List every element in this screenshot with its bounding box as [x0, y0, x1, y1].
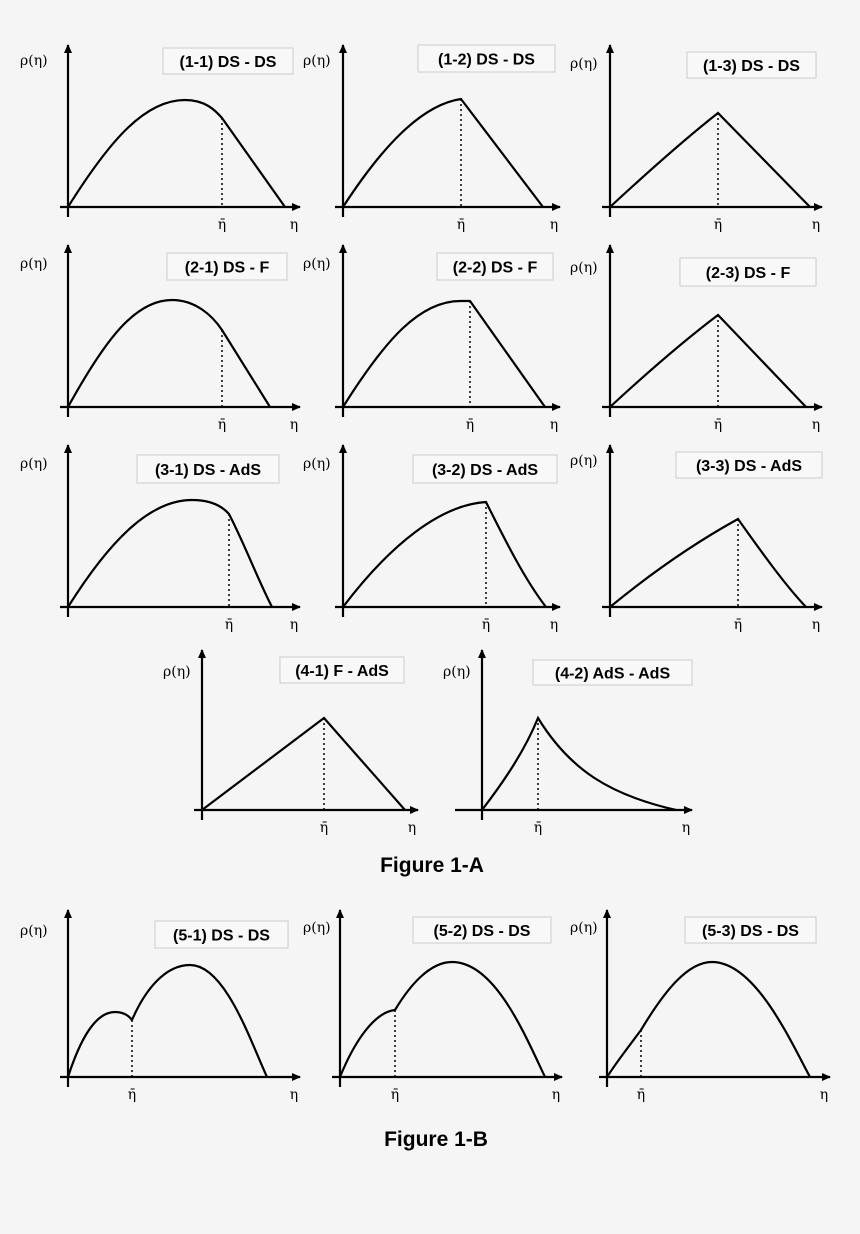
panel-label: (5-3) DS - DS [702, 923, 799, 940]
plot-panel [303, 45, 560, 233]
eta-bar-label: η̄ [713, 217, 723, 233]
density-curve [68, 300, 270, 407]
eta-bar-label: η̄ [533, 820, 543, 836]
density-curve [68, 500, 272, 607]
y-axis-label: ρ(η) [303, 456, 331, 472]
density-curve [610, 113, 810, 207]
x-axis-label: η [289, 617, 299, 633]
y-axis-label: ρ(η) [20, 53, 48, 69]
x-axis-label: η [549, 217, 559, 233]
figure-caption: Figure 1-A [380, 854, 484, 877]
figure-caption: Figure 1-B [384, 1128, 488, 1151]
plot-panel [20, 45, 300, 233]
panel-label: (1-1) DS - DS [179, 54, 277, 71]
plot-panel [303, 445, 560, 633]
panel-label: (3-1) DS - AdS [154, 462, 262, 479]
y-axis-label: ρ(η) [303, 256, 331, 272]
x-axis-label: η [289, 217, 299, 233]
x-axis-label: η [289, 1087, 299, 1103]
eta-bar-label: η̄ [465, 417, 475, 433]
eta-bar-label: η̄ [481, 617, 491, 633]
panel-label: (2-1) DS - F [184, 259, 270, 277]
eta-bar-label: η̄ [127, 1087, 137, 1103]
x-axis-label: η [811, 617, 821, 633]
y-axis-label: ρ(η) [163, 664, 191, 680]
y-axis-label: ρ(η) [20, 456, 48, 472]
y-axis-label: ρ(η) [303, 920, 331, 936]
eta-bar-label: η̄ [217, 417, 227, 433]
density-curve [343, 99, 543, 207]
plot-panel [20, 910, 300, 1103]
density-curve [607, 962, 810, 1077]
y-axis-label: ρ(η) [570, 920, 598, 936]
y-axis-label: ρ(η) [570, 56, 598, 72]
plot-panel [570, 910, 830, 1103]
density-curve [482, 718, 676, 810]
x-axis-label: η [289, 417, 299, 433]
panel-label: (1-2) DS - DS [438, 51, 535, 69]
x-axis-label: η [407, 820, 417, 836]
density-curve [202, 718, 405, 810]
eta-bar-label: η̄ [636, 1087, 646, 1103]
panel-label: (5-1) DS - DS [173, 927, 270, 945]
plot-panel [570, 45, 822, 233]
y-axis-label: ρ(η) [570, 260, 598, 276]
x-axis-label: η [551, 1087, 561, 1103]
density-curve [68, 965, 267, 1077]
x-axis-label: η [811, 217, 821, 233]
density-curve [343, 301, 545, 407]
eta-bar-label: η̄ [217, 217, 227, 233]
y-axis-label: ρ(η) [20, 256, 48, 272]
panel-label: (4-1) F - AdS [295, 663, 389, 680]
y-axis-label: ρ(η) [20, 923, 48, 939]
panel-label: (2-2) DS - F [452, 259, 538, 277]
plot-panel [20, 245, 300, 433]
density-curve [343, 502, 546, 607]
y-axis-label: ρ(η) [570, 453, 598, 469]
eta-bar-label: η̄ [319, 820, 329, 836]
plot-panel [20, 445, 300, 633]
plot-panel [303, 910, 562, 1103]
y-axis-label: ρ(η) [443, 664, 471, 680]
x-axis-label: η [681, 820, 691, 836]
eta-bar-label: η̄ [224, 617, 234, 633]
panel-label: (1-3) DS - DS [703, 58, 800, 75]
y-axis-label: ρ(η) [303, 53, 331, 69]
plot-panel [163, 650, 418, 836]
density-curve [610, 315, 806, 407]
eta-bar-label: η̄ [713, 417, 723, 433]
x-axis-label: η [549, 617, 559, 633]
panel-label: (2-3) DS - F [705, 265, 791, 282]
plot-panel [303, 245, 560, 433]
density-curve [68, 100, 285, 207]
eta-bar-label: η̄ [733, 617, 743, 633]
panel-label: (3-3) DS - AdS [695, 458, 803, 475]
eta-bar-label: η̄ [456, 217, 466, 233]
plot-panel [570, 445, 822, 633]
plot-panel [443, 650, 692, 836]
panel-label: (5-2) DS - DS [433, 923, 531, 940]
plot-panel [570, 245, 822, 433]
panel-label: (3-2) DS - AdS [431, 462, 539, 479]
x-axis-label: η [819, 1087, 829, 1103]
x-axis-label: η [811, 417, 821, 433]
density-curve [610, 519, 806, 607]
density-curve [340, 962, 545, 1077]
eta-bar-label: η̄ [390, 1087, 400, 1103]
x-axis-label: η [549, 417, 559, 433]
panel-label: (4-2) AdS - AdS [554, 665, 671, 683]
